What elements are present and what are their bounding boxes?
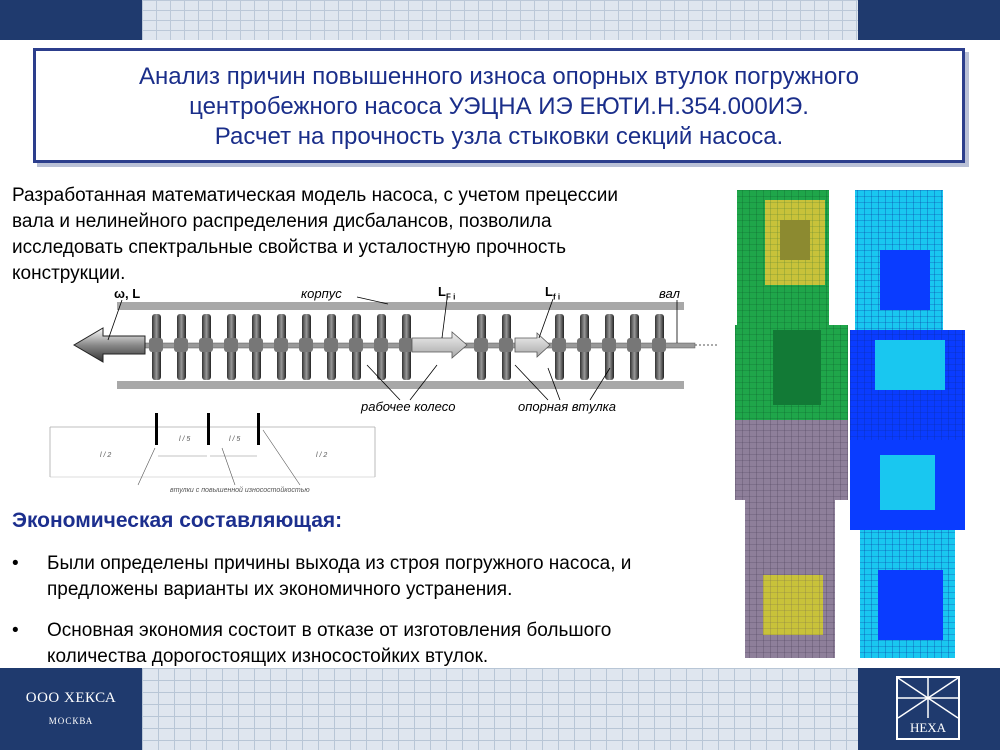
dim-l2-right: l / 2: [316, 452, 328, 459]
label-lfi-small: $L_{f i}$: [545, 284, 561, 302]
bottom-decorative-band: [0, 668, 1000, 750]
mesh-pattern: [142, 0, 858, 40]
logo-block: [858, 668, 1000, 750]
top-left-block: [0, 0, 142, 40]
hexa-logo: [896, 676, 960, 740]
company-name: ООО ХЕКСА: [25, 690, 117, 706]
top-decorative-band: [0, 0, 1000, 40]
title-line-1: Анализ причин повышенного износа опорных втулок погружного: [139, 63, 859, 90]
label-opornaya-vtulka: опорная втулка: [518, 399, 617, 414]
bullet-text: Основная экономия состоит в отказе от изготовления большого количества дорогостоящих износостойких втулок.: [47, 620, 612, 667]
dim-note: втулки с повышенной износостойкостью: [170, 487, 310, 494]
bullet-text: Были определены причины выхода из строя погружного насоса, и предложены варианты их экономичного устранения.: [47, 553, 632, 600]
dim-l2-left: l / 2: [100, 452, 112, 459]
housing-top: [117, 302, 684, 310]
label-korpus: корпус: [301, 286, 342, 301]
intro-paragraph: [12, 183, 727, 287]
mesh-pattern: [142, 668, 858, 750]
fem-model-image-left: [735, 190, 848, 658]
bullet-dot: •: [12, 553, 19, 574]
force-arrow-1: [412, 332, 467, 358]
pump-schematic: [0, 280, 730, 500]
fem-model-image-right: [850, 190, 965, 658]
title-line-2: центробежного насоса УЭЦНА ИЭ ЕЮТИ.Н.354.000ИЭ.: [189, 93, 809, 120]
dimension-sketch: [50, 413, 375, 485]
title-line-3: Расчет на прочность узла стыковки секций насоса.: [214, 123, 784, 150]
intro-line-3: исследовать спектральные свойства и усталостную прочность: [12, 237, 566, 258]
omega-arrow: [74, 328, 145, 362]
bullet-dot: •: [12, 620, 19, 641]
force-arrow-2: [515, 333, 550, 357]
label-omega-l: ω, L: [114, 286, 141, 301]
company-city: МОСКВА: [48, 716, 94, 726]
dim-l5-b: l / 5: [229, 436, 241, 443]
economics-heading: Экономическая составляющая:: [12, 509, 343, 532]
dim-l5-a: l / 5: [179, 436, 191, 443]
logo-text: HEXA: [898, 720, 958, 736]
impeller-blades: [149, 314, 666, 380]
label-val: вал: [659, 286, 680, 301]
intro-line-2: вала и нелинейного распределения дисбалансов, позволила: [12, 211, 552, 232]
top-right-block: [858, 0, 1000, 40]
label-lfi-big: $L_{F i}$: [438, 284, 456, 302]
company-block: [0, 668, 142, 750]
intro-line-1: Разработанная математическая модель насоса, с учетом прецессии: [12, 185, 618, 206]
title-box: [33, 48, 965, 163]
intro-line-4: конструкции.: [12, 263, 126, 284]
label-rabochee-koleso: рабочее колесо: [361, 399, 456, 414]
